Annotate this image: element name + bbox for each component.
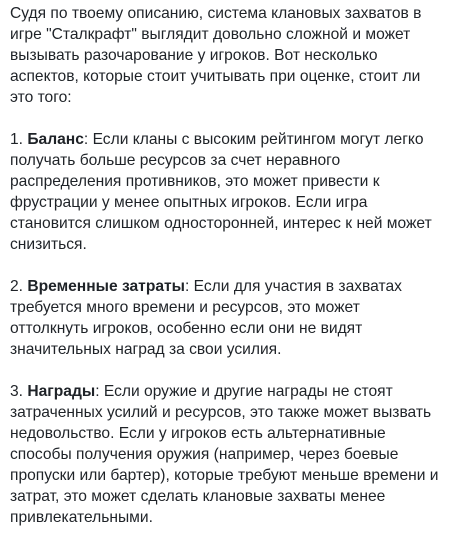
point-term: Временные затраты [27,278,185,295]
text-line: требуется много времени и ресурсов, это может [10,299,360,316]
text-line: вызывать разочарование у игроков. Вот несколько [10,47,378,64]
text-line [10,276,453,297]
text-line: недовольство. Если у игроков есть альтернативные [10,425,386,442]
point-text: : Если оружие и другие награды не стоят [95,383,393,400]
point-rewards [10,381,453,528]
point-term: Награды [27,383,96,400]
text-line: игре "Сталкрафт" выглядит довольно сложной и может [10,26,411,43]
intro-paragraph [10,3,453,108]
text-line [10,381,453,402]
text-line: аспектов, которые стоит учитывать при оценке, стоит ли [10,68,421,85]
text-line: распределения противников, это может привести к [10,173,380,190]
text-line: снизиться. [10,236,87,253]
text-line: привлекательными. [10,509,153,526]
paragraph-gap [10,108,453,129]
point-number: 1. [10,131,28,148]
point-term: Баланс [27,131,84,148]
text-line [10,129,453,150]
text-line: значительных наград за свои усилия. [10,341,282,358]
text-line: способы получения оружия (например, через боевые [10,446,399,463]
text-line: затрат, это может сделать клановые захваты менее [10,488,386,505]
text-line: Судя по твоему описанию, система клановых захватов в [10,5,422,22]
paragraph-gap [10,255,453,276]
point-time-costs [10,276,453,360]
paragraph-gap [10,360,453,381]
message-text[interactable] [10,3,453,528]
point-text: : Если кланы с высоким рейтингом могут легко [83,131,424,148]
text-line: это того: [10,89,72,106]
text-line: оттолкнуть игроков, особенно если они не видят [10,320,363,337]
point-text: : Если для участия в захватах [184,278,402,295]
text-line: затраченных усилий и ресурсов, это также может вызвать [10,404,432,421]
text-line: получать больше ресурсов за счет неравного [10,152,341,169]
text-line: становится слишком односторонней, интерес к ней может [10,215,432,232]
text-line: фрустрации у менее опытных игроков. Если игра [10,194,368,211]
point-number: 3. [10,383,28,400]
text-line: пропуски или бартер), которые требуют меньше времени и [10,467,439,484]
point-number: 2. [10,278,28,295]
point-balance [10,129,453,255]
